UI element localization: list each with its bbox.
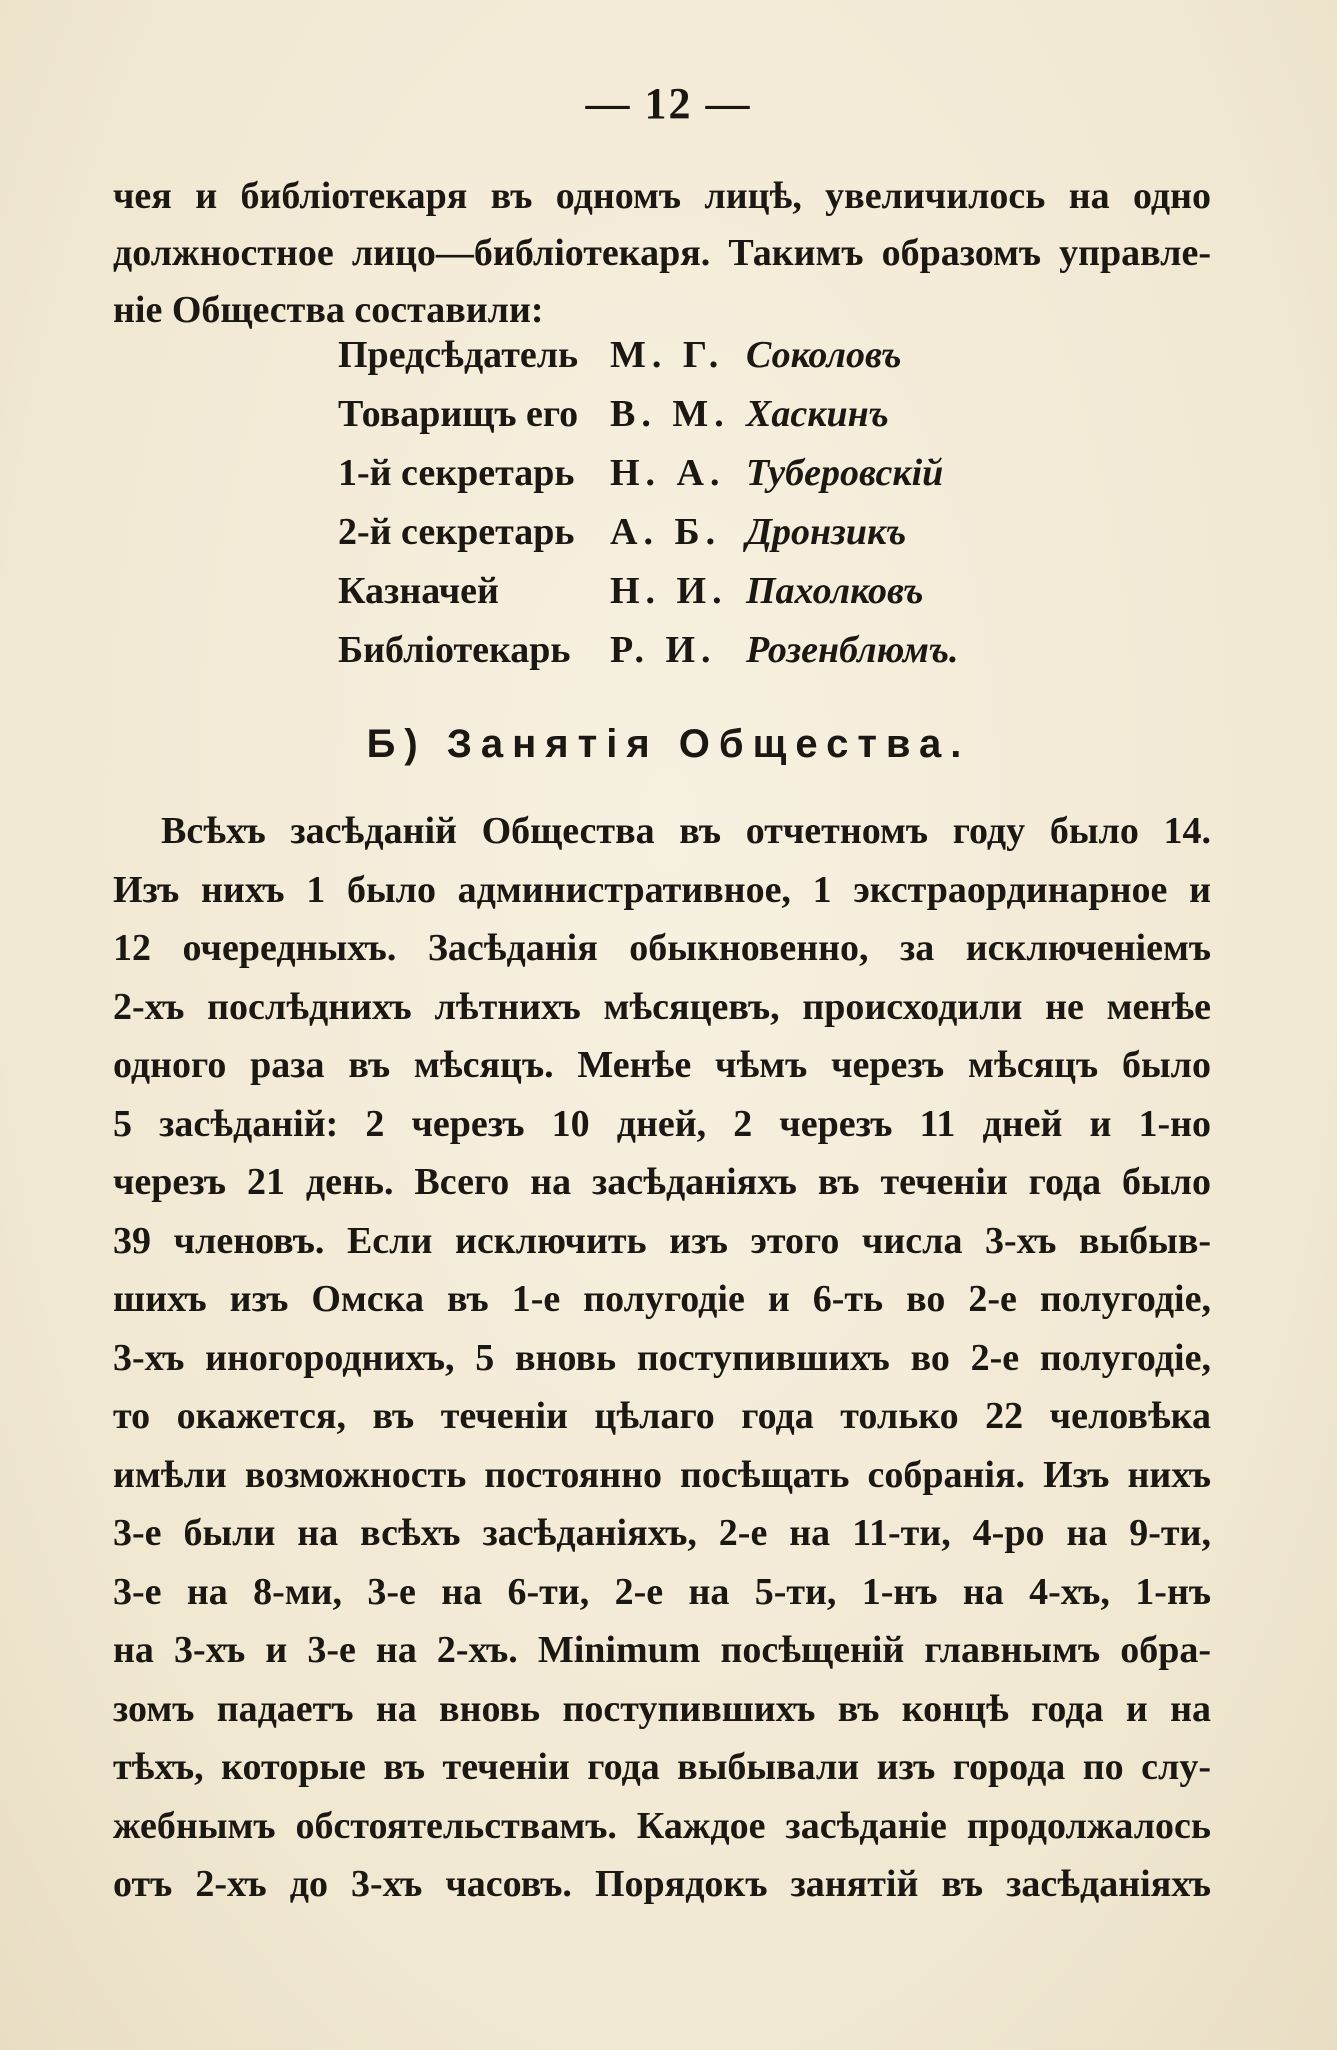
officer-role: 1-й секретарь (338, 452, 575, 494)
body-line: Всѣхъ засѣданій Общества въ отчетномъ году было 14. (161, 810, 1211, 852)
body-line: черезъ 21 день. Всего на засѣданіяхъ въ теченіи года было (113, 1161, 1211, 1203)
body-line: 5 засѣданій: 2 черезъ 10 дней, 2 черезъ 11 дней и 1-но (113, 1102, 1211, 1145)
officer-surname: Пахолковъ (746, 570, 924, 612)
body-line: одного раза въ мѣсяцъ. Менѣе чѣмъ черезъ мѣсяцъ было (113, 1044, 1211, 1086)
body-line: 3-хъ иногороднихъ, 5 вновь поступившихъ во 2-е полугодіе, (113, 1336, 1211, 1379)
body-line: зомъ падаетъ на вновь поступившихъ въ концѣ года и на (113, 1687, 1211, 1730)
officer-role: Библіотекарь (338, 629, 571, 671)
officer-initials: Р. И. (610, 629, 717, 671)
body-line: 39 членовъ. Если исключить изъ этого числа 3-хъ выбыв- (113, 1219, 1211, 1262)
intro-line: чея и библіотекаря въ одномъ лицѣ, увеличилось на одно (113, 175, 1211, 217)
officer-initials: М. Г. (610, 334, 725, 376)
page-number: — 12 — (585, 79, 752, 128)
body-line: Изъ нихъ 1 было административное, 1 экстраординарное и (113, 868, 1211, 911)
body-line: 12 очередныхъ. Засѣданія обыкновенно, за исключеніемъ (113, 927, 1211, 969)
body-line: 3-е на 8-ми, 3-е на 6-ти, 2-е на 5-ти, 1-нъ на 4-хъ, 1-нъ (113, 1570, 1211, 1613)
officer-surname: Туберовскій (746, 452, 944, 494)
officer-initials: А. Б. (610, 511, 722, 553)
officer-role: Товарищъ его (338, 393, 579, 435)
body-paragraph (113, 802, 1211, 1914)
officer-initials: Н. А. (610, 452, 726, 494)
body-line: шихъ изъ Омска въ 1-е полугодіе и 6-ть во 2-е полугодіе, (113, 1278, 1211, 1320)
intro-paragraph (113, 168, 1211, 339)
intro-line: ніе Общества составили: (113, 289, 544, 331)
body-line: имѣли возможность постоянно посѣщать собранія. Изъ нихъ (113, 1453, 1211, 1496)
officer-role: 2-й секретарь (338, 511, 575, 553)
body-line: 2-хъ послѣднихъ лѣтнихъ мѣсяцевъ, происходили не менѣе (113, 985, 1211, 1028)
officer-surname: Дронзикъ (746, 511, 907, 553)
officer-initials: В. М. (610, 393, 730, 435)
officer-surname: Соколовъ (746, 334, 902, 376)
body-line: то окажется, въ теченіи цѣлаго года только 22 человѣка (113, 1395, 1211, 1437)
body-line: отъ 2-хъ до 3-хъ часовъ. Порядокъ занятій въ засѣданіяхъ (113, 1863, 1211, 1905)
officer-role: Казначей (338, 570, 499, 612)
body-line: тѣхъ, которые въ теченіи года выбывали изъ города по слу- (113, 1746, 1211, 1788)
body-line: жебнымъ обстоятельствамъ. Каждое засѣданіе продолжалось (113, 1804, 1211, 1847)
officer-surname: Розенблюмъ. (746, 629, 959, 671)
section-heading: Б) Занятія Общества. (366, 722, 971, 766)
officer-role: Предсѣдатель (338, 334, 579, 376)
body-line: 3-е были на всѣхъ засѣданіяхъ, 2-е на 11-ти, 4-ро на 9-ти, (113, 1512, 1211, 1554)
body-line: на 3-хъ и 3-е на 2-хъ. Minimum посѣщеній главнымъ обра- (113, 1629, 1211, 1671)
officer-initials: Н. И. (610, 570, 728, 612)
intro-line: должностное лицо—библіотекаря. Такимъ образомъ управле- (113, 232, 1211, 274)
officer-surname: Хаскинъ (746, 393, 889, 435)
